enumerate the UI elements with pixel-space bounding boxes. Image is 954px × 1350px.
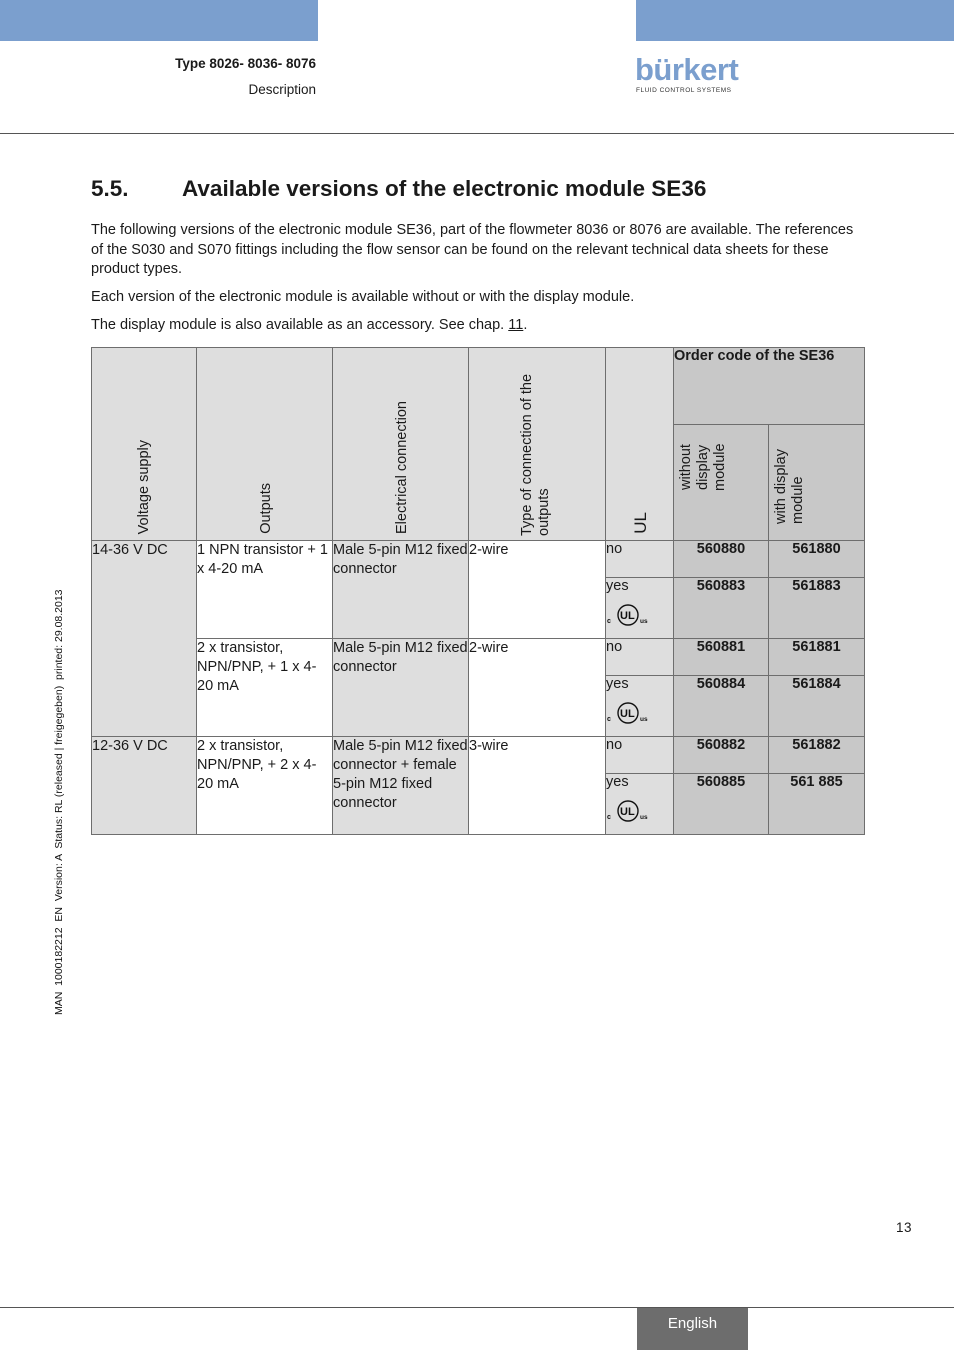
header-without-display: without display module bbox=[674, 425, 769, 541]
svg-text:UL: UL bbox=[620, 806, 635, 818]
svg-text:c: c bbox=[607, 716, 611, 723]
document-type: Type 8026- 8036- 8076 bbox=[175, 56, 316, 71]
svg-text:c: c bbox=[607, 814, 611, 821]
header-divider bbox=[0, 133, 954, 134]
header-with-display: with display module bbox=[769, 425, 865, 541]
connection-type-cell: 3-wire bbox=[469, 737, 606, 835]
section-title: Available versions of the electronic module SE36 bbox=[182, 176, 707, 201]
header-ul: UL bbox=[606, 348, 674, 541]
order-code-without-display: 560883 bbox=[674, 578, 769, 639]
order-code-without-display: 560881 bbox=[674, 639, 769, 676]
order-code-with-display: 561881 bbox=[769, 639, 865, 676]
ul-certification-icon bbox=[606, 702, 652, 724]
ul-certification-icon bbox=[606, 800, 652, 822]
burkert-logo bbox=[635, 52, 739, 98]
svg-text:us: us bbox=[640, 814, 648, 821]
order-code-with-display: 561882 bbox=[769, 737, 865, 774]
display-paragraph: Each version of the electronic module is available without or with the display module. bbox=[91, 289, 635, 305]
logo-tagline: FLUID CONTROL SYSTEMS bbox=[636, 87, 732, 94]
order-code-with-display: 561884 bbox=[769, 676, 865, 737]
connection-type-cell: 2-wire bbox=[469, 541, 606, 639]
ul-cell: no bbox=[606, 639, 674, 676]
header-bar-left bbox=[0, 0, 318, 41]
logo-wordmark: bürkert bbox=[635, 52, 739, 87]
header-bar-right bbox=[636, 0, 954, 41]
ul-cell: yes c UL us bbox=[606, 676, 674, 737]
outputs-cell: 1 NPN transistor + 1 x 4-20 mA bbox=[197, 541, 333, 639]
footer-divider bbox=[0, 1307, 954, 1308]
outputs-cell: 2 x transistor, NPN/PNP, + 2 x 4-20 mA bbox=[197, 737, 333, 835]
section-number: 5.5. bbox=[91, 176, 129, 201]
voltage-cell: 14-36 V DC bbox=[92, 541, 197, 737]
svg-text:UL: UL bbox=[620, 610, 635, 622]
language-tab: English bbox=[637, 1308, 748, 1350]
electrical-cell: Male 5-pin M12 fixed connector + female 5-pin M12 fixed connector bbox=[333, 737, 469, 835]
ul-cell: yes c UL us bbox=[606, 578, 674, 639]
order-code-without-display: 560884 bbox=[674, 676, 769, 737]
electrical-cell: Male 5-pin M12 fixed connector bbox=[333, 639, 469, 737]
order-code-with-display: 561 885 bbox=[769, 774, 865, 835]
ul-cell: yes c UL us bbox=[606, 774, 674, 835]
svg-text:c: c bbox=[607, 618, 611, 625]
header-outputs: Outputs bbox=[197, 348, 333, 541]
order-code-without-display: 560885 bbox=[674, 774, 769, 835]
order-code-without-display: 560882 bbox=[674, 737, 769, 774]
order-code-with-display: 561880 bbox=[769, 541, 865, 578]
ul-cell: no bbox=[606, 737, 674, 774]
ul-certification-icon bbox=[606, 604, 652, 626]
section-heading bbox=[91, 176, 706, 202]
order-code-without-display: 560880 bbox=[674, 541, 769, 578]
header-connection-type: Type of connection of the outputs bbox=[469, 348, 606, 541]
voltage-cell: 12-36 V DC bbox=[92, 737, 197, 835]
document-section: Description bbox=[248, 82, 316, 97]
connection-type-cell: 2-wire bbox=[469, 639, 606, 737]
intro-paragraph: The following versions of the electronic module SE36, part of the flowmeter 8036 or 8076 are available. The references of the S030 and S070 fittings including the flow sensor can be found on the relevant technical data sheets for these product types. bbox=[91, 222, 854, 277]
svg-text:us: us bbox=[640, 618, 648, 625]
accessory-paragraph: The display module is also available as an accessory. See chap. 11. bbox=[91, 317, 528, 333]
electrical-cell: Male 5-pin M12 fixed connector bbox=[333, 541, 469, 639]
outputs-cell: 2 x transistor, NPN/PNP, + 1 x 4-20 mA bbox=[197, 639, 333, 737]
svg-text:UL: UL bbox=[620, 708, 635, 720]
page-number: 13 bbox=[896, 1220, 913, 1235]
chapter-link[interactable]: 11 bbox=[508, 317, 524, 333]
ul-cell: no bbox=[606, 541, 674, 578]
se36-versions-table bbox=[91, 347, 865, 835]
order-code-with-display: 561883 bbox=[769, 578, 865, 639]
document-control-sidebar: MAN 1000182212 EN Version: A Status: RL (released | freigegeben) printed: 29.08.2013 bbox=[53, 589, 65, 1015]
svg-text:us: us bbox=[640, 716, 648, 723]
header-order-code: Order code of the SE36 bbox=[674, 348, 865, 425]
header-voltage-supply: Voltage supply bbox=[92, 348, 197, 541]
header-electrical-connection: Electrical connection bbox=[333, 348, 469, 541]
